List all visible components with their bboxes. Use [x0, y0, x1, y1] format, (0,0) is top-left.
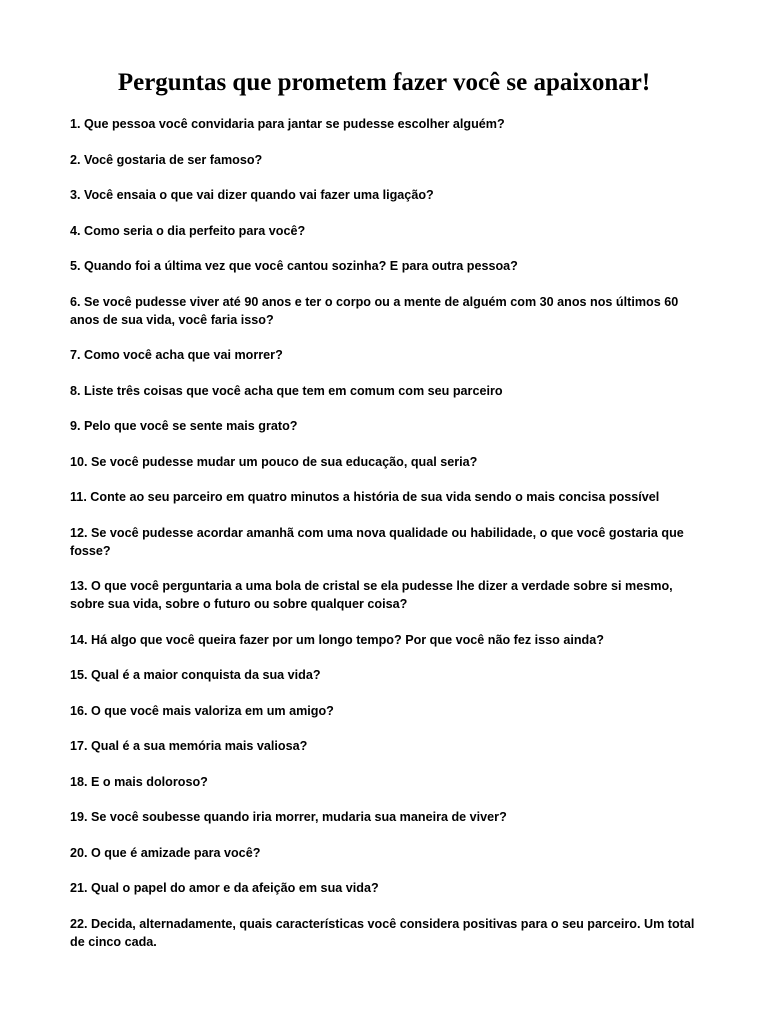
question-item: 11. Conte ao seu parceiro em quatro minutos a história de sua vida sendo o mais concisa possível [70, 490, 660, 504]
question-item: 13. O que você perguntaria a uma bola de cristal se ela pudesse lhe dizer a verdade sobre si mesmo, sobre sua vida, sobre o futuro ou sobre qualquer coisa? [70, 579, 673, 611]
document-title: Perguntas que prometem fazer você se apaixonar! [117, 69, 651, 96]
question-item: 4. Como seria o dia perfeito para você? [70, 223, 306, 238]
question-item: 16. O que você mais valoriza em um amigo? [70, 703, 334, 718]
question-item: 9. Pelo que você se sente mais grato? [70, 419, 298, 433]
question-item: 6. Se você pudesse viver até 90 anos e ter o corpo ou a mente de alguém com 30 anos nos últimos 60 anos de sua vida, você faria isso? [70, 294, 679, 327]
question-item: 1. Que pessoa você convidaria para jantar se pudesse escolher alguém? [70, 117, 505, 131]
question-item: 10. Se você pudesse mudar um pouco de sua educação, qual seria? [70, 454, 478, 469]
question-item: 17. Qual é a sua memória mais valiosa? [70, 739, 308, 753]
question-item: 18. E o mais doloroso? [70, 774, 208, 789]
question-item: 3. Você ensaia o que vai dizer quando vai fazer uma ligação? [70, 188, 434, 202]
question-item: 12. Se você pudesse acordar amanhã com uma nova qualidade ou habilidade, o que você gostaria que fosse? [70, 525, 684, 558]
question-item: 20. O que é amizade para você? [70, 845, 261, 860]
question-item: 8. Liste três coisas que você acha que tem em comum com seu parceiro [70, 383, 503, 398]
question-item: 21. Qual o papel do amor e da afeição em sua vida? [70, 881, 379, 895]
question-item: 14. Há algo que você queira fazer por um longo tempo? Por que você não fez isso ainda? [70, 632, 604, 647]
question-item: 5. Quando foi a última vez que você cantou sozinha? E para outra pessoa? [70, 259, 518, 273]
question-item: 19. Se você soubesse quando iria morrer, mudaria sua maneira de viver? [70, 810, 507, 824]
question-item: 2. Você gostaria de ser famoso? [70, 152, 263, 167]
question-item: 22. Decida, alternadamente, quais características você considera positivas para o seu parceiro. Um total de cinco cada. [70, 916, 695, 949]
question-list [70, 115, 710, 951]
question-item: 7. Como você acha que vai morrer? [70, 348, 283, 362]
question-item: 15. Qual é a maior conquista da sua vida? [70, 668, 321, 682]
